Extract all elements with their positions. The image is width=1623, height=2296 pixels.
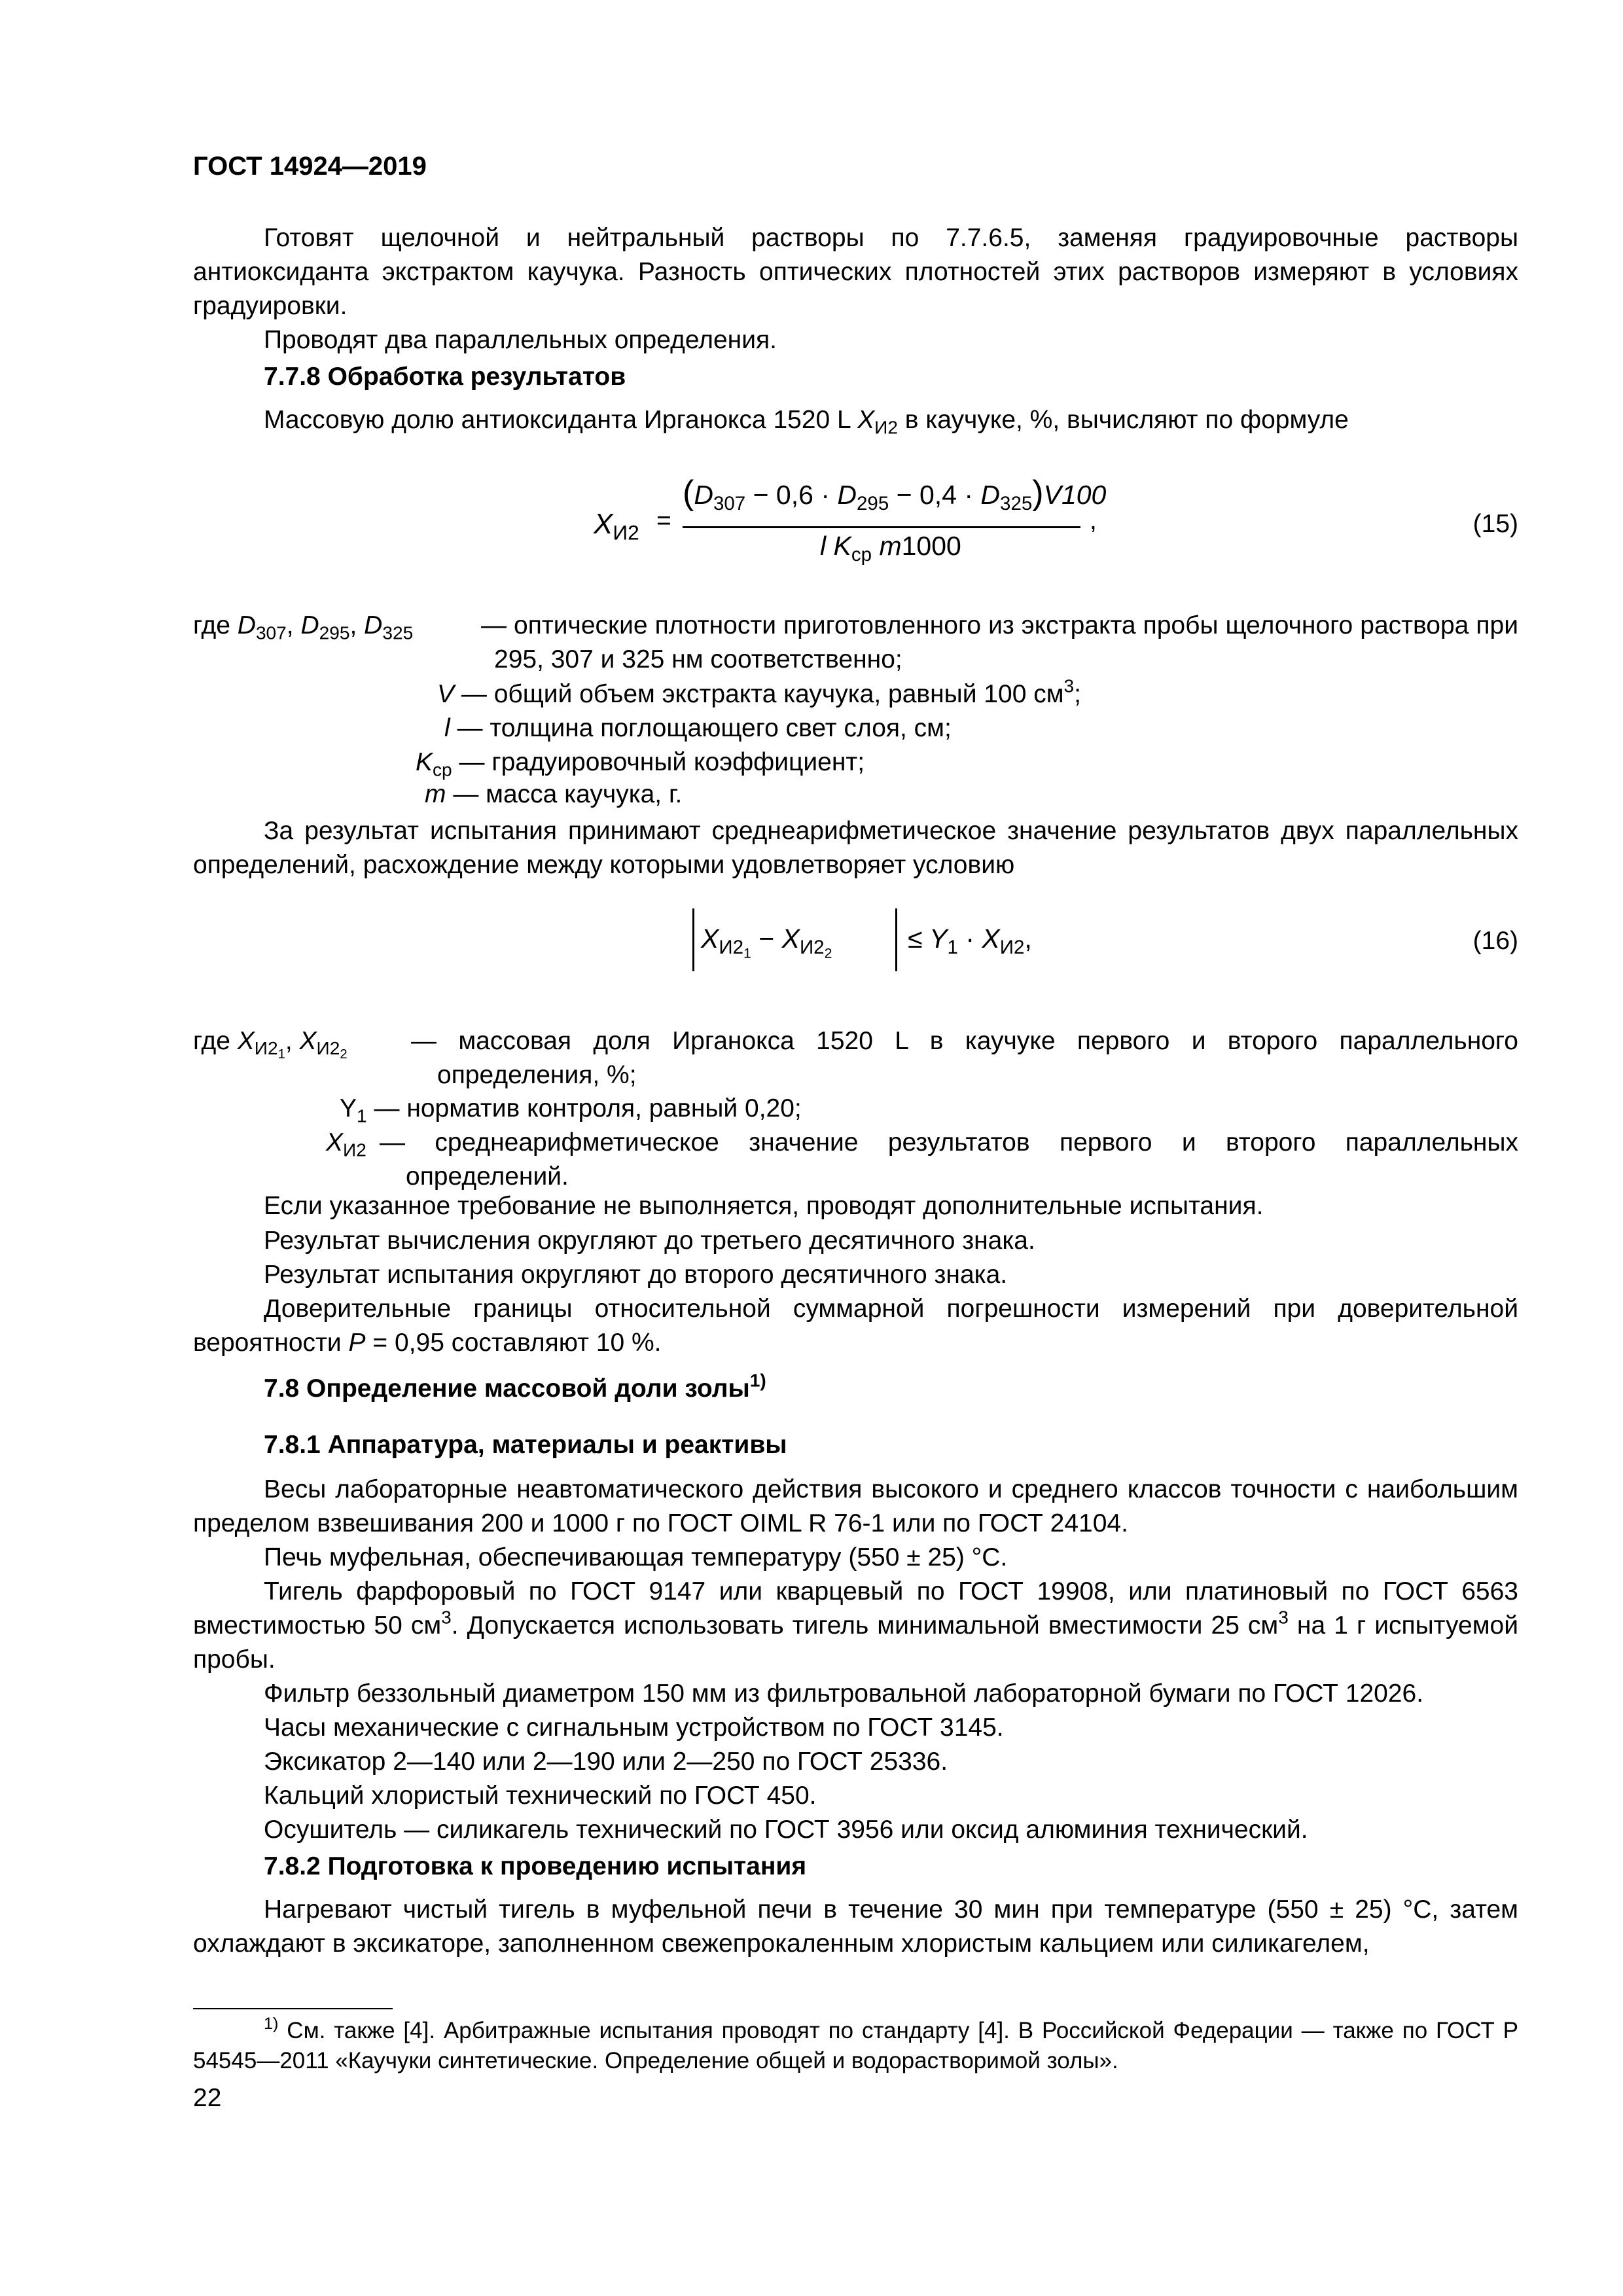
formula-number: (15) bbox=[1472, 510, 1518, 538]
fraction-line bbox=[683, 526, 1080, 528]
formula-denominator: l $K_{ср}$ m1000 bbox=[820, 531, 961, 565]
paragraph: Кальций хлористый технический по ГОСТ 450. bbox=[264, 1782, 817, 1810]
paragraph: Эксикатор 2—140 или 2—190 или 2—250 по ГОСТ 25336. bbox=[264, 1748, 948, 1776]
section-heading-7-8-1: 7.8.1 Аппаратура, материалы и реактивы bbox=[264, 1431, 787, 1459]
formula-numerator: $(D_{307} - 0,6 \cdot D_{295} - 0,4 \cdot D_{325})V100$ bbox=[683, 474, 1107, 514]
paragraph: Нагревают чистый тигель в муфельной печи в течение 30 мин при температуре (550 ± 25) °С, затем охлаждают в эксикаторе, заполненном свежепрокаленным хлористым кальцием или силикагелем, bbox=[193, 1895, 1518, 1958]
page-number: 22 bbox=[193, 2084, 222, 2112]
paragraph: Фильтр беззольный диаметром 150 мм из фильтровальной лабораторной бумаги по ГОСТ 12026. bbox=[264, 1679, 1424, 1708]
paragraph: Печь муфельная, обеспечивающая температуру (550 ± 25) °С. bbox=[264, 1543, 1008, 1571]
abs-bar-left bbox=[692, 908, 694, 971]
footnote: $^{1)}$ См. также [4]. Арбитражные испытания проводят по стандарту [4]. В Российской Федерации — также по ГОСТ Р 54545—2011 «Каучуки синтетические. Определение общей и водорастворимой золы». bbox=[193, 2015, 1518, 2073]
footnote-separator bbox=[193, 2008, 393, 2009]
section-heading-7-7-8: 7.7.8 Обработка результатов bbox=[264, 363, 626, 391]
paragraph: Доверительные границы относительной суммарной погрешности измерений при доверительной вероятности P = 0,95 составляют 10 %. bbox=[193, 1295, 1518, 1357]
abs-bar-right bbox=[895, 908, 897, 971]
paragraph: Часы механические с сигнальным устройством по ГОСТ 3145. bbox=[264, 1713, 1004, 1742]
paragraph: Результат вычисления округляют до третьего десятичного знака. bbox=[264, 1227, 1035, 1255]
section-heading-7-8-2: 7.8.2 Подготовка к проведению испытания bbox=[264, 1852, 807, 1880]
paragraph: Осушитель — силикагель технический по ГОСТ 3956 или оксид алюминия технический. bbox=[264, 1816, 1308, 1844]
paragraph: За результат испытания принимают среднеарифметическое значение результатов двух параллельных определений, расхождение между которыми удовлетворяет условию bbox=[193, 817, 1518, 879]
paragraph: Если указанное требование не выполняется, проводят дополнительные испытания. bbox=[264, 1192, 1264, 1220]
paragraph: Готовят щелочной и нейтральный растворы по 7.7.6.5, заменяя градуировочные растворы антиоксиданта экстрактом каучука. Разность оптических плотностей этих растворов измеряют в условиях градуировки. bbox=[193, 224, 1518, 320]
document-header: ГОСТ 14924—2019 bbox=[193, 152, 427, 181]
paragraph: Массовую долю антиоксиданта Ирганокса 1520 L $X_{И2}$ в каучуке, %, вычисляют по формуле bbox=[264, 406, 1349, 438]
section-heading-7-8: 7.8 Определение массовой доли золы$^{1)}$ bbox=[264, 1370, 766, 1403]
paragraph: Результат испытания округляют до второго десятичного знака. bbox=[264, 1261, 1008, 1289]
paragraph: Весы лабораторные неавтоматического действия высокого и среднего классов точности с наибольшим пределом взвешивания 200 и 1000 г по ГОСТ OIML R 76-1 или по ГОСТ 24104. bbox=[193, 1475, 1518, 1537]
paragraph: Проводят два параллельных определения. bbox=[264, 326, 777, 354]
paragraph: Тигель фарфоровый по ГОСТ 9147 или кварцевый по ГОСТ 19908, или платиновый по ГОСТ 6563 вместимостью 50 $см^3$. Допускается использовать тигель минимальной вместимости 25 $см^3$ на 1 г испытуемой пробы. bbox=[193, 1577, 1518, 1674]
document-page: ГОСТ 14924—2019 Готовят щелочной и нейтральный растворы по 7.7.6.5, заменяя градуировочные растворы антиоксиданта экстрактом каучука. Разность оптических плотностей этих растворов измеряют в условиях градуировки. Проводят два параллельных определения. 7.7.8 Обработка результатов Массовую долю антиоксиданта Ирганокса 1520 L $X_{И2}$ в каучуке, %, вычисляют по формуле $X_{И2}$ = $(D_{307} - 0,6 \cdot D_{295} - 0,4 \cdot D_{325})V100$ l $K_{ср}$ m1000 , (15) где $D_{307}$, $D_{295}$, $D_{325}$ — оптические плотности приготовленного из экстракта пробы щелочного раствора при 295, 307 и 325 нм соответственно; V — общий объем экстракта каучука, равный 100 $см^3$; l — толщина поглощающего свет слоя, см; $K_{ср}$ — градуировочный коэффициент; m — масса каучука, г. За результат испытания принимают среднеарифметическое значение результатов двух параллельных определений, расхождение между которыми удовлетворяет условию $X_{И2_1} - X_{И2_2}$ ≤ $Y_1 \cdot X_{И2}$, (16) где $X_{И2_1}$, $X_{И2_2}$ — массовая доля Ирганокса 1520 L в каучуке первого и второго параллельного определения, %; $Y_1$ — норматив контроля, равный 0,20; $X_{И2}$ — среднеарифметическое значение результатов первого и второго параллельных определений. Если указанное требование не выполняется, проводят дополнительные испытания. Результат вычисления округляют до третьего десятичного знака. Результат испытания округляют до второго десятичного знака. Доверительные границы относительной суммарной погрешности измерений при доверительной вероятности P = 0,95 составляют 10 %. 7.8 Определение массовой доли золы$^{1)}$ 7.8.1 Аппаратура, материалы и реактивы Весы лабораторные неавтоматического действия высокого и среднего классов точности с наибольшим пределом взвешивания 200 и 1000 г по ГОСТ OIML R 76-1 или по ГОСТ 24104. Печь муфельная, обеспечивающая температуру (550 ± 25) °С. Тигель фарфоровый по ГОСТ 9147 или кварцевый по ГОСТ 19908, или платиновый по ГОСТ 6563 вместимостью 50 $см^3$. Допускается использовать тигель минимальной вместимости 25 $см^3$ на 1 г испытуемой пробы. Фильтр беззольный диаметром 150 мм из фильтровальной лабораторной бумаги по ГОСТ 12026. Часы механические с сигнальным устройством по ГОСТ 3145. Эксикатор 2—140 или 2—190 или 2—250 по ГОСТ 25336. Кальций хлористый технический по ГОСТ 450. Осушитель — силикагель технический по ГОСТ 3956 или оксид алюминия технический. 7.8.2 Подготовка к проведению испытания Нагревают чистый тигель в муфельной печи в течение 30 мин при температуре (550 ± 25) °С, затем охлаждают в эксикаторе, заполненном свежепрокаленным хлористым кальцием или силикагелем, $^{1)}$ См. также [4]. Арбитражные испытания проводят по стандарту [4]. В Российской Федерации — также по ГОСТ Р 54545—2011 «Каучуки синтетические. Определение общей и водорастворимой золы». 22 bbox=[193, 0, 1518, 2296]
formula-number: (16) bbox=[1472, 927, 1518, 955]
